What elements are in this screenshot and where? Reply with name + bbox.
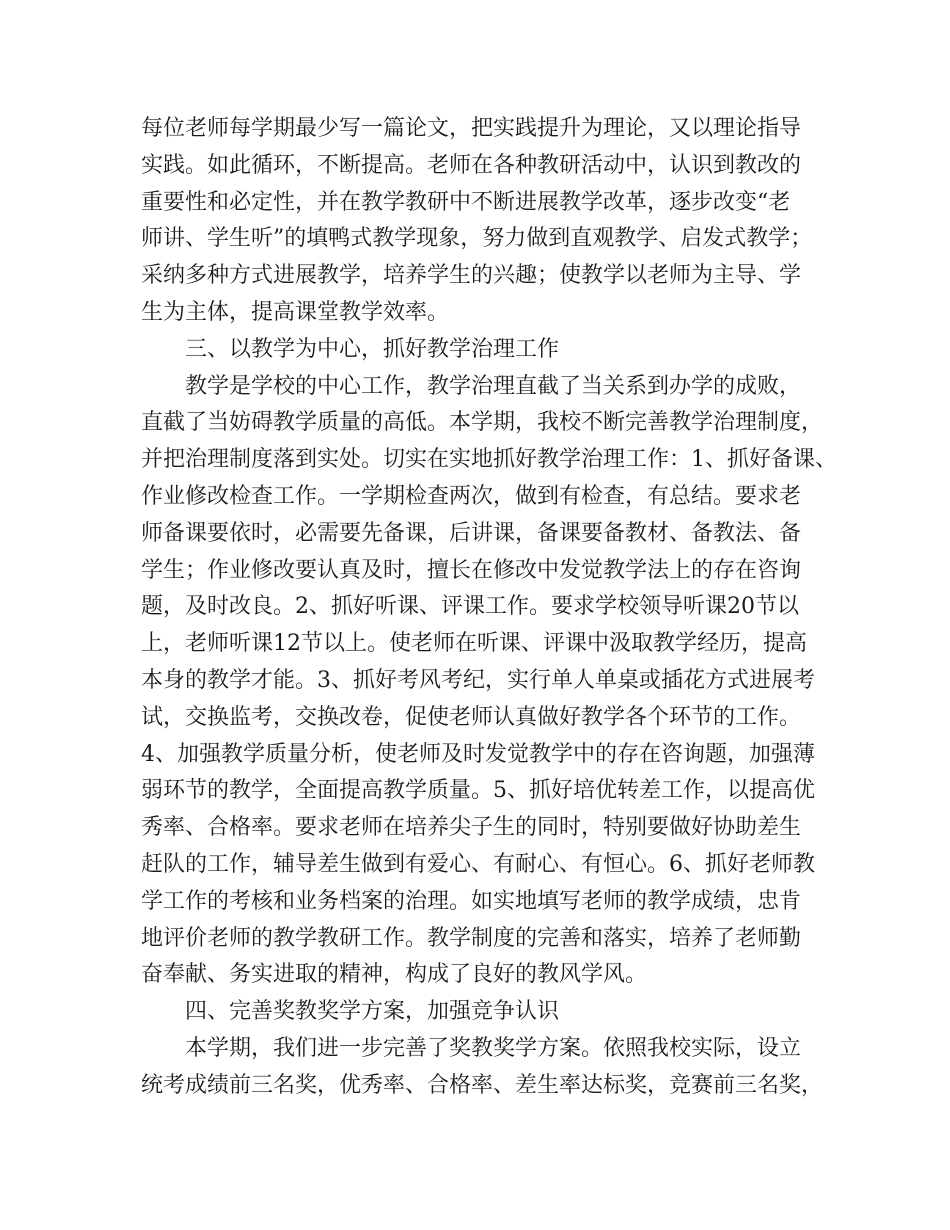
section-heading: 三、以教学为中心，抓好教学治理工作	[185, 336, 560, 362]
text-line: 采纳多种方式进展教学，培养学生的兴趣；使教学以老师为主导、学	[141, 263, 802, 289]
text-line: 直截了当妨碍教学质量的高低。本学期，我校不断完善教学治理制度，	[141, 410, 824, 436]
text-line: 每位老师每学期最少写一篇论文，把实践提升为理论，又以理论指导	[141, 116, 802, 141]
paragraph-first-line: 教学是学校的中心工作，教学治理直截了当关系到办学的成败，	[185, 373, 802, 399]
text-line: 师备课要依时，必需要先备课，后讲课，备课要备教材、备教法、备	[141, 520, 802, 546]
text-line: 学生；作业修改要认真及时，擅长在修改中发觉教学法上的存在咨询	[141, 557, 802, 583]
text-line: 并把治理制度落到实处。切实在实地抓好教学治理工作：1、抓好备课、	[141, 447, 837, 473]
text-line: 重要性和必定性，并在教学教研中不断进展教学改革，逐步改变“老	[141, 189, 791, 215]
text-line: 试，交换监考，交换改卷，促使老师认真做好教学各个环节的工作。	[141, 704, 802, 730]
text-line: 上，老师听课12节以上。使老师在听课、评课中汲取教学经历，提高	[141, 631, 807, 657]
text-line: 作业修改检查工作。一学期检查两次，做到有检查，有总结。要求老	[141, 483, 802, 509]
text-line: 奋奉献、务实进取的精神，构成了良好的教风学风。	[141, 962, 648, 988]
text-line: 弱环节的教学，全面提高教学质量。5、抓好培优转差工作，以提高优	[141, 778, 815, 804]
text-line: 生为主体，提高课堂教学效率。	[141, 299, 450, 325]
text-line: 师讲、学生听”的填鸭式教学现象，努力做到直观教学、启发式教学；	[141, 226, 813, 252]
text-line: 实践。如此循环，不断提高。老师在各种教研活动中，认识到教改的	[141, 152, 802, 178]
text-line: 地评价老师的教学教研工作。教学制度的完善和落实，培养了老师勤	[141, 925, 802, 951]
text-line: 赶队的工作，辅导差生做到有爱心、有耐心、有恒心。6、抓好老师教	[141, 851, 815, 877]
paragraph-first-line: 本学期，我们进一步完善了奖教奖学方案。依照我校实际，设立	[185, 1035, 802, 1061]
section-heading: 四、完善奖教奖学方案，加强竞争认识	[185, 999, 560, 1025]
text-line: 统考成绩前三名奖，优秀率、合格率、差生率达标奖，竞赛前三名奖，	[141, 1072, 824, 1098]
document-body	[141, 111, 837, 1105]
text-line: 学工作的考核和业务档案的治理。如实地填写老师的教学成绩，忠肯	[141, 888, 802, 914]
text-line: 4、加强教学质量分析，使老师及时发觉教学中的存在咨询题，加强薄	[141, 741, 815, 767]
text-line: 本身的教学才能。3、抓好考风考纪，实行单人单桌或插花方式进展考	[141, 667, 815, 693]
text-line: 秀率、合格率。要求老师在培养尖子生的同时，特别要做好协助差生	[141, 815, 802, 841]
text-line: 题，及时改良。2、抓好听课、评课工作。要求学校领导听课20节以	[141, 594, 799, 620]
